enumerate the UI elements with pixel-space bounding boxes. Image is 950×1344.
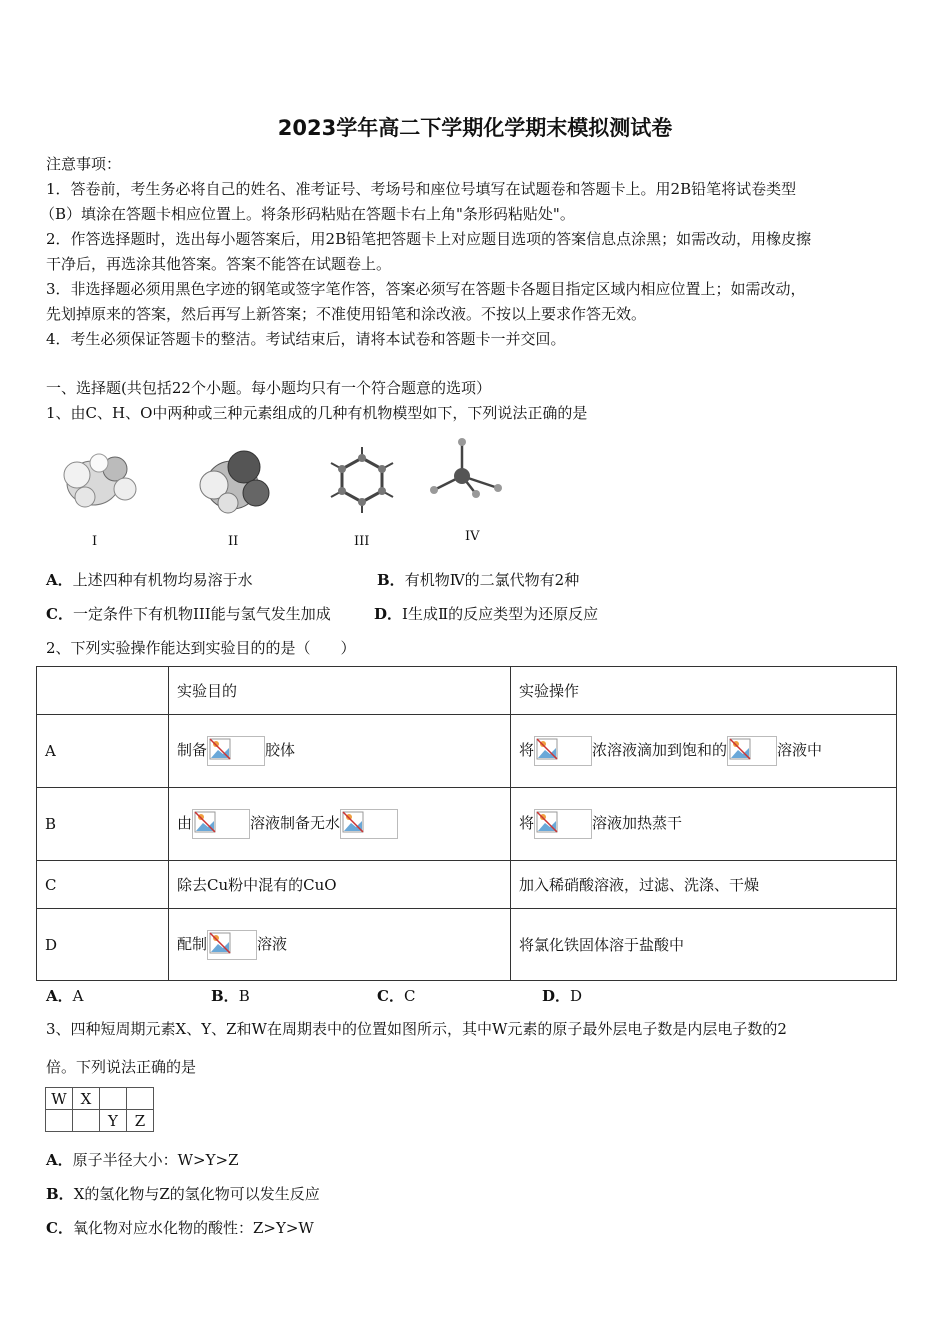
row-key: D [37,909,169,981]
row-key: B [37,788,169,861]
notice-line: 2．作答选择题时，选出每小题答案后，用2B铅笔把答题卡上对应题目选项的答案信息点涂黑；如需改动，用橡皮擦 [46,230,812,248]
broken-image-icon [534,736,592,766]
model-label: II [228,534,239,549]
section-heading: 一、选择题(共包括22个小题。每小题均只有一个符合题意的选项） [46,379,491,397]
q2-option-c: C．C [377,987,416,1005]
notice-heading: 注意事项： [46,155,122,173]
page-title: 2023学年高二下学期化学期末模拟测试卷 [277,116,673,140]
notice-line: 3．非选择题必须用黑色字迹的钢笔或签字笔作答，答案必须写在答题卡各题目指定区域内相应位置上；如需改动， [46,280,806,298]
acetaldehyde-model-image [190,445,280,517]
table-row [37,861,897,909]
model-label: IV [465,529,480,544]
row-operation: 将氯化铁固体溶于盐酸中 [511,909,897,981]
row-purpose: 制备 胶体 [169,715,511,788]
q3-stem-line1: 3、四种短周期元素X、Y、Z和W在周期表中的位置如图所示，其中W元素的原子最外层电子数是内层电子数的2 [46,1020,787,1038]
notice-line: 先划掉原来的答案，然后再写上新答案；不准使用铅笔和涂改液。不按以上要求作答无效。 [46,305,647,323]
benzene-model-image [322,444,402,516]
grid-cell [100,1088,127,1110]
q3-option-a: A．原子半径大小：W>Y>Z [46,1151,239,1169]
methane-model-image [428,436,508,506]
model-label: III [354,534,370,549]
experiment-table [36,666,897,981]
table-header-cell [37,667,169,715]
q1-option-a: A．上述四种有机物均易溶于水 [46,571,253,589]
grid-cell: W [46,1088,73,1110]
q3-option-c: C．氧化物对应水化物的酸性：Z>Y>W [46,1219,314,1237]
q1-stem: 1、由C、H、O中两种或三种元素组成的几种有机物模型如下，下列说法正确的是 [46,404,588,422]
table-header-cell: 实验目的 [169,667,511,715]
grid-cell [127,1088,154,1110]
periodic-table-grid [45,1087,154,1132]
q1-option-b: B．有机物Ⅳ的二氯代物有2种 [377,571,580,589]
q1-option-d: D．I生成Ⅱ的反应类型为还原反应 [374,605,599,623]
row-operation: 将 浓溶液滴加到饱和的 溶液中 [511,715,897,788]
row-purpose: 配制 溶液 [169,909,511,981]
table-header-row [37,667,897,715]
row-purpose: 除去Cu粉中混有的CuO [169,861,511,909]
broken-image-icon [340,809,398,839]
grid-cell: X [73,1088,100,1110]
row-key: C [37,861,169,909]
broken-image-icon [207,930,257,960]
notice-line: （B）填涂在答题卡相应位置上。将条形码粘贴在答题卡右上角"条形码粘贴处"。 [40,205,575,223]
notice-line: 干净后，再选涂其他答案。答案不能答在试题卷上。 [46,255,392,273]
row-key: A [37,715,169,788]
grid-cell: Z [127,1110,154,1132]
q2-option-b: B．B [211,987,250,1005]
grid-cell [73,1110,100,1132]
table-row [37,788,897,861]
q3-stem-line2: 倍。下列说法正确的是 [46,1058,197,1076]
q2-option-d: D．D [542,987,583,1005]
ethanol-model-image [55,445,150,515]
broken-image-icon [727,736,777,766]
row-operation: 将 溶液加热蒸干 [511,788,897,861]
table-header-cell: 实验操作 [511,667,897,715]
broken-image-icon [207,736,265,766]
grid-cell [46,1110,73,1132]
q2-option-a: A．A [46,987,84,1005]
model-label: I [92,534,98,549]
q1-option-c: C．一定条件下有机物III能与氢气发生加成 [46,605,331,623]
q2-stem: 2、下列实验操作能达到实验目的的是（ ） [46,639,356,657]
notice-line: 1．答卷前，考生务必将自己的姓名、准考证号、考场号和座位号填写在试题卷和答题卡上。用2B铅笔将试卷类型 [46,180,797,198]
broken-image-icon [192,809,250,839]
row-purpose: 由 溶液制备无水 [169,788,511,861]
broken-image-icon [534,809,592,839]
table-row [37,715,897,788]
grid-cell: Y [100,1110,127,1132]
row-operation: 加入稀硝酸溶液，过滤、洗涤、干燥 [511,861,897,909]
q3-option-b: B．X的氢化物与Z的氢化物可以发生反应 [46,1185,320,1203]
notice-line: 4．考生必须保证答题卡的整洁。考试结束后，请将本试卷和答题卡一并交回。 [46,330,566,348]
table-row [37,909,897,981]
